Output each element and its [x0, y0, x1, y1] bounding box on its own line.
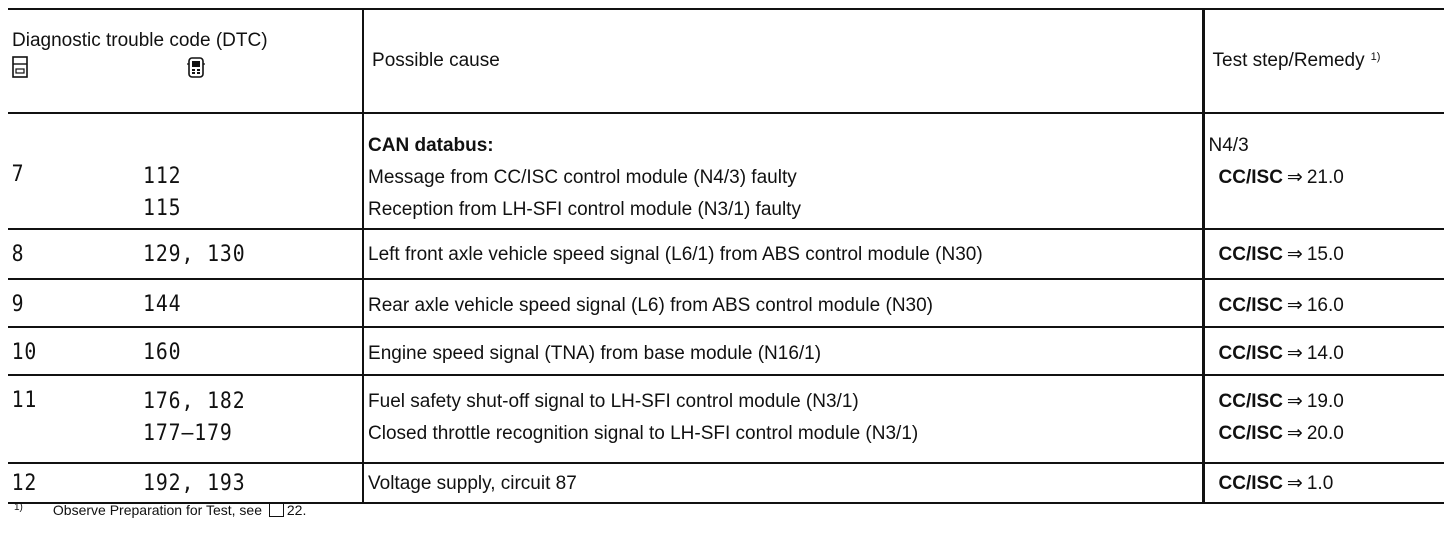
footnote-ref-page: 22. — [286, 502, 307, 518]
arrow-icon: ⇒ — [1286, 343, 1303, 364]
arrow-icon: ⇒ — [1286, 391, 1303, 412]
remedy-item — [1205, 338, 1445, 370]
impulse-counter-icon — [186, 56, 206, 80]
tester-code: 115 — [143, 196, 182, 221]
footnote-mark: 1) — [1370, 51, 1381, 63]
table-row — [8, 229, 1444, 279]
dtc-header-cell — [8, 9, 363, 113]
dtc-table-container — [8, 8, 1444, 504]
blink-code-unit-icon — [12, 56, 28, 78]
remedy-step: 21.0 — [1306, 167, 1344, 188]
tester-code: 177–179 — [143, 421, 233, 446]
tester-code: 129, 130 — [143, 242, 246, 267]
table-row — [8, 327, 1444, 375]
table-row — [8, 375, 1444, 463]
remedy-system: CC/ISC — [1218, 423, 1283, 444]
remedy-item — [1205, 468, 1445, 500]
cause-header-label: Possible cause — [372, 50, 500, 71]
cause-title: CAN databus: — [368, 135, 494, 156]
blink-code: 9 — [11, 292, 25, 317]
remedy-step: 1.0 — [1306, 473, 1334, 494]
blink-code: 8 — [11, 242, 25, 267]
cause-text: Engine speed signal (TNA) from base module (N16/1) — [368, 343, 822, 364]
table-row — [8, 279, 1444, 327]
remedy-header-label: Test step/Remedy — [1212, 50, 1365, 71]
dtc-table — [8, 8, 1444, 504]
dtc-header-label: Diagnostic trouble code (DTC) — [12, 30, 268, 51]
table-row — [8, 113, 1444, 229]
tester-code: 192, 193 — [143, 471, 246, 496]
blink-code: 11 — [11, 388, 38, 413]
remedy-system: CC/ISC — [1218, 343, 1283, 364]
cause-text: Message from CC/ISC control module (N4/3) faulty — [368, 167, 797, 188]
remedy-system: CC/ISC — [1218, 167, 1283, 188]
footnote-text: Observe Preparation for Test, see — [52, 502, 262, 518]
remedy-item — [1205, 239, 1445, 271]
blink-code: 12 — [11, 471, 38, 496]
remedy-item — [1205, 418, 1445, 450]
cause-text: Reception from LH-SFI control module (N3/1) faulty — [368, 199, 801, 220]
tester-code: 160 — [143, 340, 182, 365]
footnote-mark: 1) — [14, 502, 23, 513]
remedy-system: CC/ISC — [1218, 295, 1283, 316]
remedy-item — [1205, 386, 1445, 418]
book-reference-icon — [269, 502, 284, 517]
remedy-item — [1205, 162, 1445, 194]
remedy-step: 19.0 — [1306, 391, 1344, 412]
table-row — [8, 463, 1444, 503]
remedy-item — [1205, 290, 1445, 322]
footnote — [14, 502, 306, 518]
remedy-step: 14.0 — [1306, 343, 1344, 364]
blink-code: 7 — [11, 162, 25, 187]
arrow-icon: ⇒ — [1286, 167, 1303, 188]
remedy-header-cell — [1203, 9, 1444, 113]
arrow-icon: ⇒ — [1286, 423, 1303, 444]
cause-text: Fuel safety shut-off signal to LH-SFI control module (N3/1) — [368, 391, 859, 412]
tester-code: 176, 182 — [143, 389, 246, 414]
cause-text: Left front axle vehicle speed signal (L6/1) from ABS control module (N30) — [368, 244, 983, 265]
cause-text: Rear axle vehicle speed signal (L6) from ABS control module (N30) — [368, 295, 934, 316]
remedy-system: CC/ISC — [1218, 391, 1283, 412]
remedy-step: 20.0 — [1306, 423, 1344, 444]
blink-code: 10 — [11, 340, 38, 365]
remedy-step: 15.0 — [1306, 244, 1344, 265]
arrow-icon: ⇒ — [1286, 473, 1303, 494]
remedy-step: 16.0 — [1306, 295, 1344, 316]
remedy-system: CC/ISC — [1218, 244, 1283, 265]
cause-text: Closed throttle recognition signal to LH-SFI control module (N3/1) — [368, 423, 919, 444]
tester-code: 112 — [143, 164, 182, 189]
table-header-row — [8, 9, 1444, 113]
arrow-icon: ⇒ — [1286, 244, 1303, 265]
remedy-prefix: N4/3 — [1208, 135, 1249, 156]
cause-text: Voltage supply, circuit 87 — [368, 473, 577, 494]
arrow-icon: ⇒ — [1286, 295, 1303, 316]
cause-header-cell — [363, 9, 1203, 113]
tester-code: 144 — [143, 292, 182, 317]
remedy-system: CC/ISC — [1218, 473, 1283, 494]
